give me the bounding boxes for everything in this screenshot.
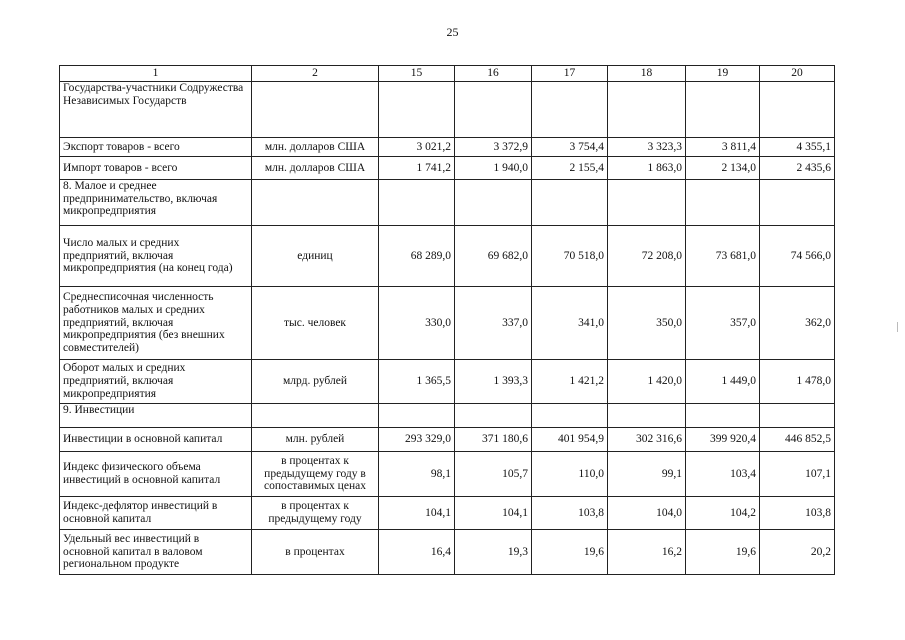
row-label: Импорт товаров - всего: [60, 157, 252, 180]
value-cell: 2 134,0: [686, 157, 760, 180]
section-row: [60, 180, 835, 226]
row-unit: в процентах к предыдущему году: [252, 497, 379, 530]
row-unit: млн. рублей: [252, 428, 379, 452]
value-cell: 103,8: [532, 497, 608, 530]
value-cell: [532, 404, 608, 428]
row-unit: [252, 404, 379, 428]
row-label: Оборот малых и средних предприятий, включая микропредприятия: [60, 360, 252, 404]
value-cell: [608, 180, 686, 226]
value-cell: 1 365,5: [379, 360, 455, 404]
row-unit: в процентах к предыдущему году в сопоставимых ценах: [252, 452, 379, 497]
statistics-table: [59, 65, 835, 575]
value-cell: [686, 82, 760, 138]
row-label: Индекс физического объема инвестиций в основной капитал: [60, 452, 252, 497]
row-unit: [252, 82, 379, 138]
section-row: [60, 404, 835, 428]
table-row: [60, 497, 835, 530]
column-header: 17: [532, 66, 608, 82]
value-cell: 103,4: [686, 452, 760, 497]
row-label: Экспорт товаров - всего: [60, 138, 252, 157]
value-cell: 1 478,0: [760, 360, 835, 404]
value-cell: 1 741,2: [379, 157, 455, 180]
column-header: 19: [686, 66, 760, 82]
value-cell: 19,6: [686, 530, 760, 575]
row-label: Индекс-дефлятор инвестиций в основной капитал: [60, 497, 252, 530]
value-cell: 1 449,0: [686, 360, 760, 404]
column-header: 20: [760, 66, 835, 82]
column-header: 1: [60, 66, 252, 82]
value-cell: 330,0: [379, 287, 455, 360]
value-cell: [532, 82, 608, 138]
table-row: [60, 226, 835, 287]
value-cell: 446 852,5: [760, 428, 835, 452]
value-cell: 105,7: [455, 452, 532, 497]
value-cell: 1 393,3: [455, 360, 532, 404]
value-cell: 104,1: [379, 497, 455, 530]
value-cell: 3 372,9: [455, 138, 532, 157]
value-cell: [455, 404, 532, 428]
table-row: [60, 428, 835, 452]
value-cell: 3 323,3: [608, 138, 686, 157]
value-cell: [379, 404, 455, 428]
table-row: [60, 360, 835, 404]
row-unit: единиц: [252, 226, 379, 287]
column-header: 16: [455, 66, 532, 82]
value-cell: [760, 404, 835, 428]
value-cell: 3 021,2: [379, 138, 455, 157]
value-cell: 104,0: [608, 497, 686, 530]
value-cell: 19,6: [532, 530, 608, 575]
value-cell: 357,0: [686, 287, 760, 360]
value-cell: 1 940,0: [455, 157, 532, 180]
row-unit: млн. долларов США: [252, 138, 379, 157]
value-cell: 98,1: [379, 452, 455, 497]
value-cell: 16,4: [379, 530, 455, 575]
value-cell: [532, 180, 608, 226]
value-cell: 19,3: [455, 530, 532, 575]
value-cell: 104,2: [686, 497, 760, 530]
value-cell: 74 566,0: [760, 226, 835, 287]
value-cell: 110,0: [532, 452, 608, 497]
value-cell: 3 811,4: [686, 138, 760, 157]
row-label: Удельный вес инвестиций в основной капитал в валовом региональном продукте: [60, 530, 252, 575]
value-cell: 1 863,0: [608, 157, 686, 180]
value-cell: [608, 404, 686, 428]
row-label: 9. Инвестиции: [60, 404, 252, 428]
value-cell: 69 682,0: [455, 226, 532, 287]
value-cell: [686, 404, 760, 428]
value-cell: 107,1: [760, 452, 835, 497]
row-unit: млрд. рублей: [252, 360, 379, 404]
value-cell: 362,0: [760, 287, 835, 360]
row-unit: [252, 180, 379, 226]
table-row: [60, 138, 835, 157]
value-cell: 68 289,0: [379, 226, 455, 287]
table-row: [60, 452, 835, 497]
value-cell: 337,0: [455, 287, 532, 360]
value-cell: 350,0: [608, 287, 686, 360]
row-unit: тыс. человек: [252, 287, 379, 360]
table-row: [60, 287, 835, 360]
value-cell: 1 421,2: [532, 360, 608, 404]
value-cell: 72 208,0: [608, 226, 686, 287]
value-cell: 16,2: [608, 530, 686, 575]
value-cell: [608, 82, 686, 138]
value-cell: 341,0: [532, 287, 608, 360]
column-header: 2: [252, 66, 379, 82]
value-cell: 70 518,0: [532, 226, 608, 287]
value-cell: 73 681,0: [686, 226, 760, 287]
row-unit: в процентах: [252, 530, 379, 575]
row-unit: млн. долларов США: [252, 157, 379, 180]
value-cell: 2 435,6: [760, 157, 835, 180]
value-cell: [760, 180, 835, 226]
header-row: [60, 66, 835, 82]
table-body: [60, 66, 835, 575]
value-cell: 302 316,6: [608, 428, 686, 452]
value-cell: 2 155,4: [532, 157, 608, 180]
value-cell: [379, 180, 455, 226]
value-cell: 99,1: [608, 452, 686, 497]
table-row: [60, 530, 835, 575]
value-cell: [455, 180, 532, 226]
section-row: [60, 82, 835, 138]
value-cell: [379, 82, 455, 138]
table-row: [60, 157, 835, 180]
row-label: Государства-участники Содружества Независимых Государств: [60, 82, 252, 138]
value-cell: 20,2: [760, 530, 835, 575]
edge-mark: [897, 322, 901, 332]
column-header: 15: [379, 66, 455, 82]
value-cell: 371 180,6: [455, 428, 532, 452]
value-cell: 103,8: [760, 497, 835, 530]
column-header: 18: [608, 66, 686, 82]
value-cell: 4 355,1: [760, 138, 835, 157]
value-cell: 401 954,9: [532, 428, 608, 452]
value-cell: 1 420,0: [608, 360, 686, 404]
row-label: Число малых и средних предприятий, включая микропредприятия (на конец года): [60, 226, 252, 287]
row-label: Инвестиции в основной капитал: [60, 428, 252, 452]
value-cell: 293 329,0: [379, 428, 455, 452]
row-label: Среднесписочная численность работников малых и средних предприятий, включая микропредприятия (без внешних совместителей): [60, 287, 252, 360]
value-cell: 399 920,4: [686, 428, 760, 452]
row-label: 8. Малое и среднее предпринимательство, включая микропредприятия: [60, 180, 252, 226]
value-cell: [455, 82, 532, 138]
value-cell: [760, 82, 835, 138]
value-cell: 3 754,4: [532, 138, 608, 157]
value-cell: [686, 180, 760, 226]
value-cell: 104,1: [455, 497, 532, 530]
page-number: 25: [446, 25, 459, 39]
